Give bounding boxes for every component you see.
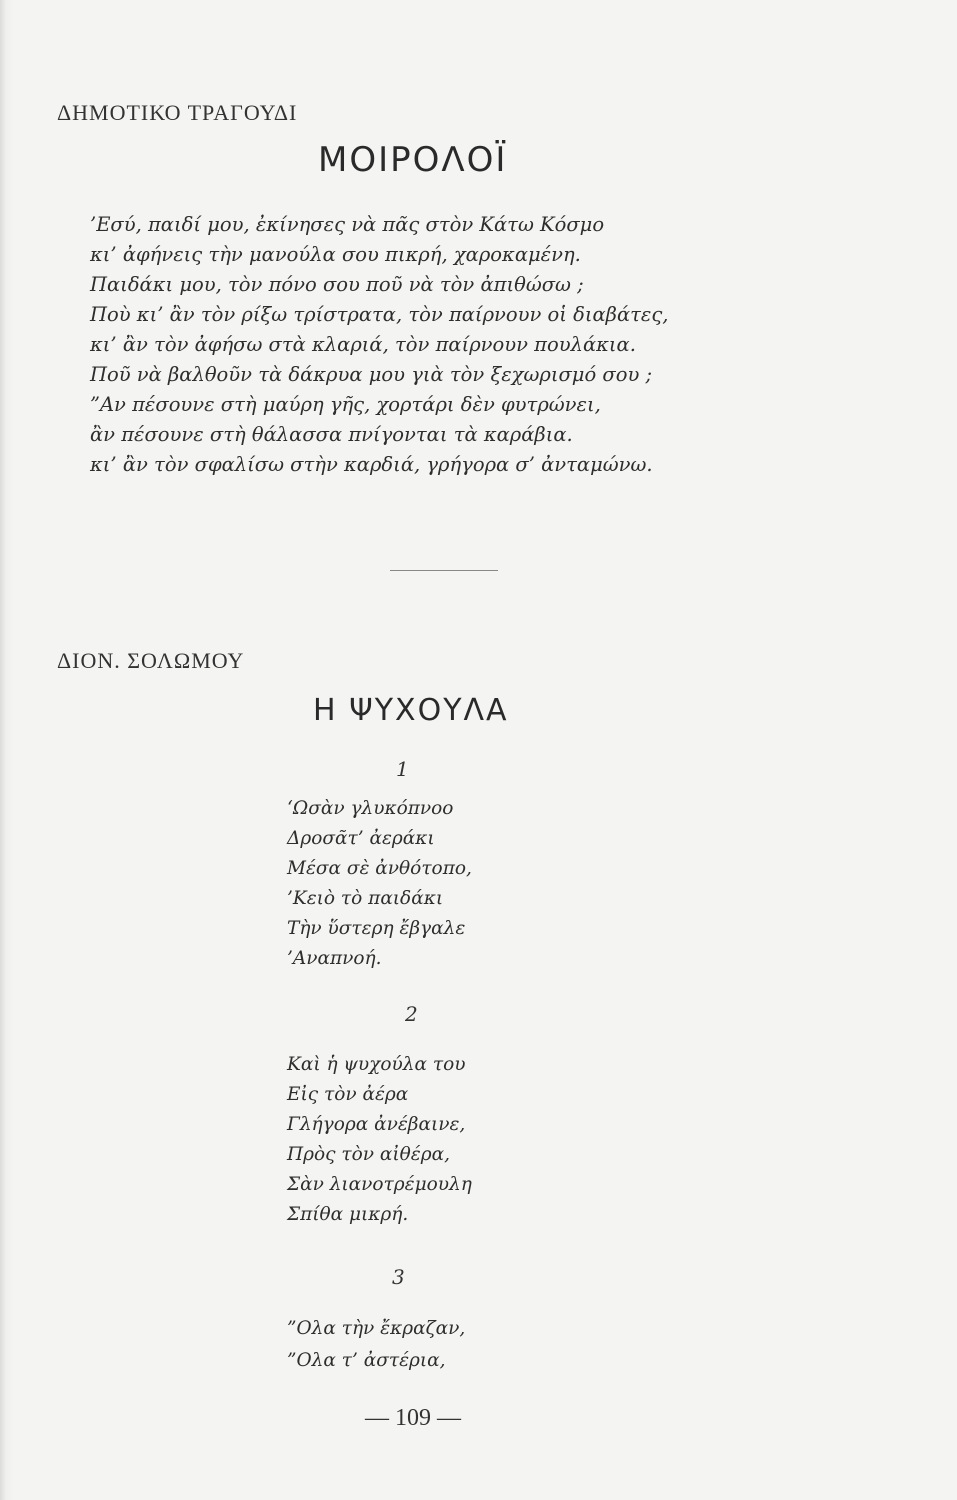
- poem-line: ’Εσύ, παιδί μου, ἐκίνησες νὰ πᾶς στὸν Κάτω Κόσμο: [90, 213, 605, 236]
- poem-line: Μέσα σὲ ἀνθότοπο,: [287, 858, 472, 879]
- poem-line: Σπίθα μικρή.: [287, 1204, 409, 1225]
- stanza-number: 3: [392, 1265, 405, 1289]
- poem-line: κι’ ἂν τὸν ἀφήσω στὰ κλαριά, τὸν παίρνουν πουλάκια.: [90, 333, 636, 356]
- poem-line: ”Ολα τὴν ἔκραζαν,: [287, 1318, 466, 1339]
- section1-author: ΔΗΜΟΤΙΚΟ ΤΡΑΓΟΥΔΙ: [57, 100, 298, 125]
- poem-line: Ποῦ νὰ βαλθοῦν τὰ δάκρυα μου γιὰ τὸν ξεχωρισμό σου ;: [90, 363, 653, 386]
- section-divider: [390, 570, 498, 571]
- poem-line: κι’ ἂν τὸν σφαλίσω στὴν καρδιά, γρήγορα σ’ ἀνταμώνω.: [90, 453, 653, 476]
- stanza-1: [287, 794, 472, 974]
- poem-line: ’Κειὸ τὸ παιδάκι: [287, 888, 444, 909]
- stanza-2: [287, 1050, 472, 1230]
- poem-line: ἂν πέσουνε στὴ θάλασσα πνίγονται τὰ καράβια.: [90, 423, 573, 446]
- poem-line: Εἰς τὸν ἀέρα: [287, 1084, 409, 1105]
- stanza-number: 1: [396, 757, 409, 781]
- poem-line: ‘Ωσὰν γλυκόπνοο: [287, 798, 454, 819]
- section2-author: ΔΙΟΝ. ΣΟΛΩΜΟΥ: [57, 648, 245, 673]
- stanza-number: 2: [405, 1002, 418, 1026]
- poem-line: Σὰν λιανοτρέμουλη: [287, 1174, 472, 1195]
- poem-line: ”Ολα τ’ ἀστέρια,: [287, 1350, 446, 1371]
- poem-line: Δροσᾶτ’ ἀεράκι: [287, 828, 435, 849]
- poem-line: Καὶ ἡ ψυχούλα του: [287, 1054, 466, 1075]
- poem-line: Γλήγορα ἀνέβαινε,: [287, 1114, 466, 1135]
- poem-line: Πρὸς τὸν αἰθέρα,: [287, 1144, 450, 1165]
- poem-line: ”Αν πέσουνε στὴ μαύρη γῆς, χορτάρι δὲν φυτρώνει,: [90, 393, 601, 416]
- stanza-3: [287, 1313, 465, 1377]
- page-number: — 109 —: [365, 1405, 461, 1431]
- poem-line: κι’ ἀφήνεις τὴν μανούλα σου πικρή, χαροκαμένη.: [90, 243, 581, 266]
- section1-title: ΜΟΙΡΟΛΟΪ: [318, 140, 508, 180]
- section1-poem: [90, 210, 669, 480]
- poem-line: Τὴν ὕστερη ἔβγαλε: [287, 918, 466, 939]
- poem-line: Ποὺ κι’ ἂν τὸν ρίξω τρίστρατα, τὸν παίρνουν οἱ διαβάτες,: [90, 303, 669, 326]
- poem-line: Παιδάκι μου, τὸν πόνο σου ποῦ νὰ τὸν ἀπιθώσω ;: [90, 273, 584, 296]
- poem-line: ’Αναπνοή.: [287, 948, 382, 969]
- section2-title: Η ΨΥΧΟΥΛΑ: [313, 693, 509, 728]
